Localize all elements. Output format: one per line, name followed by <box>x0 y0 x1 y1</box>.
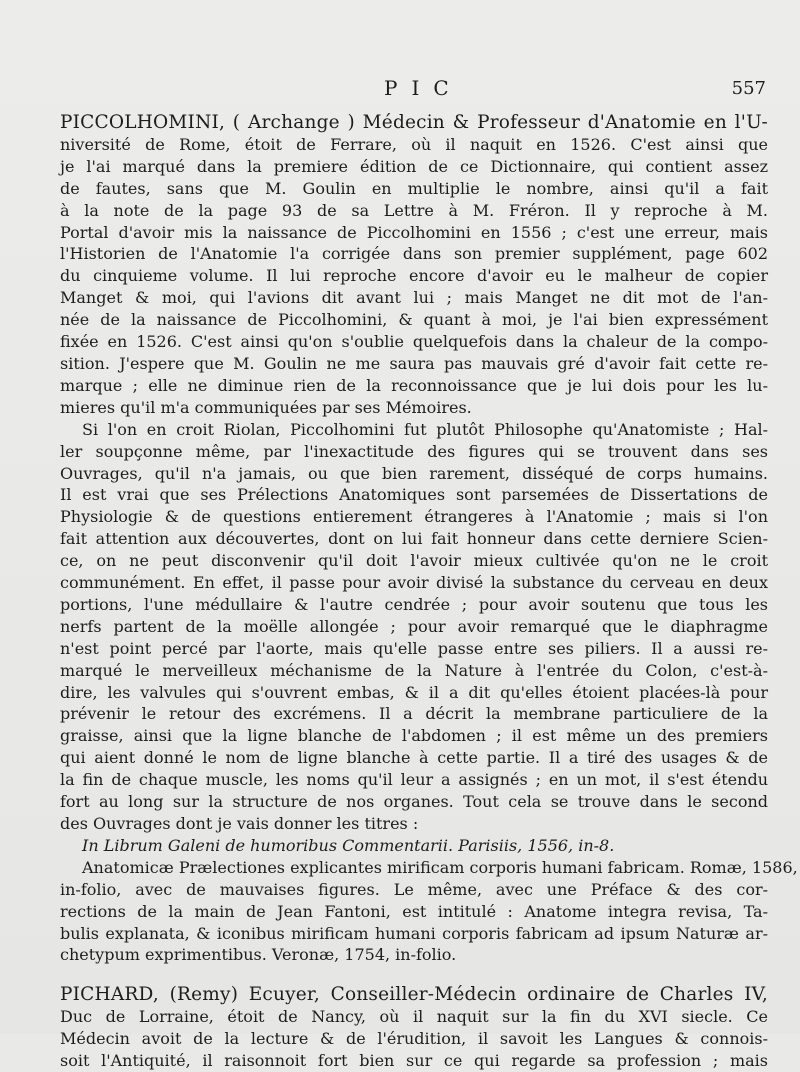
text-line: Duc de Lorraine, étoit de Nancy, où il naquit sur la fin du XVI siecle. Ce <box>60 1007 768 1027</box>
text-line: de fautes, sans que M. Goulin en multiplie le nombre, ainsi qu'il a fait <box>60 178 768 198</box>
text-line: rections de la main de Jean Fantoni, est intitulé : Anatome integra revisa, Ta- <box>60 901 768 921</box>
text-line: fixée en 1526. C'est ainsi qu'on s'oublie quelquefois dans la chaleur de la compo- <box>60 332 768 352</box>
page-body <box>60 112 798 1072</box>
text-line: communément. En effet, il passe pour avoir divisé la substance du cerveau en deux <box>60 573 768 593</box>
bibliography-item <box>60 835 768 857</box>
text-line: des Ouvrages dont je vais donner les titres : <box>60 814 419 833</box>
text-line: fort au long sur la structure de nos organes. Tout cela se trouve dans le second <box>60 792 768 812</box>
text-line: graisse, ainsi que la ligne blanche de l'abdomen ; il est même un des premiers <box>60 726 768 746</box>
text-line: nerfs partent de la moëlle allongée ; pour avoir remarqué que le diaphragme <box>60 616 768 636</box>
text-line: dire, les valvules qui s'ouvrent embas, & il a dit qu'elles étoient placées-là pour <box>60 682 768 702</box>
running-head: PIC <box>384 76 463 100</box>
text-line: Manget & moi, qui l'avions dit avant lui ; mais Manget ne dit mot de l'an- <box>60 288 768 308</box>
text-line: Physiologie & de questions entierement étrangeres à l'Anatomie ; mais si l'on <box>60 507 768 527</box>
text-line: in-folio, avec de mauvaises figures. Le même, avec une Préface & des cor- <box>60 879 768 899</box>
paragraph <box>60 419 768 835</box>
text-line: Anatomicæ Prælectiones explicantes mirificam corporis humani fabricam. Romæ, 1586, <box>82 857 798 877</box>
text-line: In Librum Galeni de humoribus Commentarii. Parisiis, 1556, in-8. <box>82 835 615 855</box>
text-line: du cinquieme volume. Il lui reproche encore d'avoir eu le malheur de copier <box>60 266 768 286</box>
text-line: la fin de chaque muscle, les noms qu'il leur a assignés ; en un mot, il s'est étendu <box>60 770 768 790</box>
text-line: fait attention aux découvertes, dont on lui fait honneur dans cette derniere Scien- <box>60 529 768 549</box>
text-line: je l'ai marqué dans la premiere édition de ce Dictionnaire, qui contient assez <box>60 156 768 176</box>
paragraph <box>60 984 768 1072</box>
text-line: marque ; elle ne diminue rien de la reconnoissance que je lui dois pour les lu- <box>60 375 768 395</box>
text-line: PICHARD, (Remy) Ecuyer, Conseiller-Médecin ordinaire de Charles IV, <box>60 984 768 1006</box>
text-line: Ouvrages, qu'il n'a jamais, ou que bien rarement, disséqué de corps humains. <box>60 463 768 483</box>
text-line: portions, l'une médullaire & l'autre cendrée ; pour avoir soutenu que tous les <box>60 594 768 614</box>
text-line: niversité de Rome, étoit de Ferrare, où il naquit en 1526. C'est ainsi que <box>60 134 768 154</box>
text-line: marqué le merveilleux méchanisme de la Nature à l'entrée du Colon, c'est-à- <box>60 660 768 680</box>
text-line: PICCOLHOMINI, ( Archange ) Médecin & Professeur d'Anatomie en l'U- <box>60 112 768 133</box>
bibliography-item <box>60 857 798 967</box>
entry-pichard <box>60 984 768 1072</box>
text-line: qui aient donné le nom de ligne blanche à cette partie. Il a tiré des usages & de <box>60 748 768 768</box>
text-line: Médecin avoit de la lecture & de l'érudition, il savoit les Langues & connois- <box>60 1029 768 1049</box>
text-line: soit l'Antiquité, il raisonnoit fort bien sur ce qui regarde sa profession ; mais <box>60 1051 768 1071</box>
text-line: Si l'on en croit Riolan, Piccolhomini fut plutôt Philosophe qu'Anatomiste ; Hal- <box>82 419 768 439</box>
text-line: mieres qu'il m'a communiquées par ses Mémoires. <box>60 397 472 417</box>
text-line: n'est point percé par l'aorte, mais qu'elle passe entre ses piliers. Il a aussi re- <box>60 638 768 658</box>
text-line: l'Historien de l'Anatomie l'a corrigée dans son premier supplément, page 602 <box>60 244 768 264</box>
text-line: à la note de la page 93 de sa Lettre à M. Fréron. Il y reproche à M. <box>60 200 768 220</box>
text-line: ce, on ne peut disconvenir qu'il doit l'avoir mieux cultivée qu'on ne le croit <box>60 551 768 571</box>
text-line: Il est vrai que ses Prélections Anatomiques sont parsemées de Dissertations de <box>60 485 768 505</box>
text-line: chetypum exprimentibus. Veronæ, 1754, in-folio. <box>60 945 457 965</box>
text-line: Portal d'avoir mis la naissance de Piccolhomini en 1556 ; c'est une erreur, mais <box>60 222 768 242</box>
text-line: ler soupçonne même, par l'inexactitude des figures qui se trouvent dans ses <box>60 441 768 461</box>
page-header <box>0 76 800 106</box>
text-line: sition. J'espere que M. Goulin ne me saura pas mauvais gré d'avoir fait cette re- <box>60 353 768 373</box>
paragraph <box>60 112 768 419</box>
entry-piccolhomini <box>60 112 798 966</box>
page-number: 557 <box>731 78 766 99</box>
entry-gap <box>60 966 768 984</box>
text-line: née de la naissance de Piccolhomini, & quant à moi, je l'ai bien expressément <box>60 310 768 330</box>
text-line: bulis explanata, & iconibus mirificam humani corporis fabricam ad ipsum Naturæ ar- <box>60 923 768 943</box>
text-line: prévenir le retour des excrémens. Il a décrit la membrane particuliere de la <box>60 704 768 724</box>
